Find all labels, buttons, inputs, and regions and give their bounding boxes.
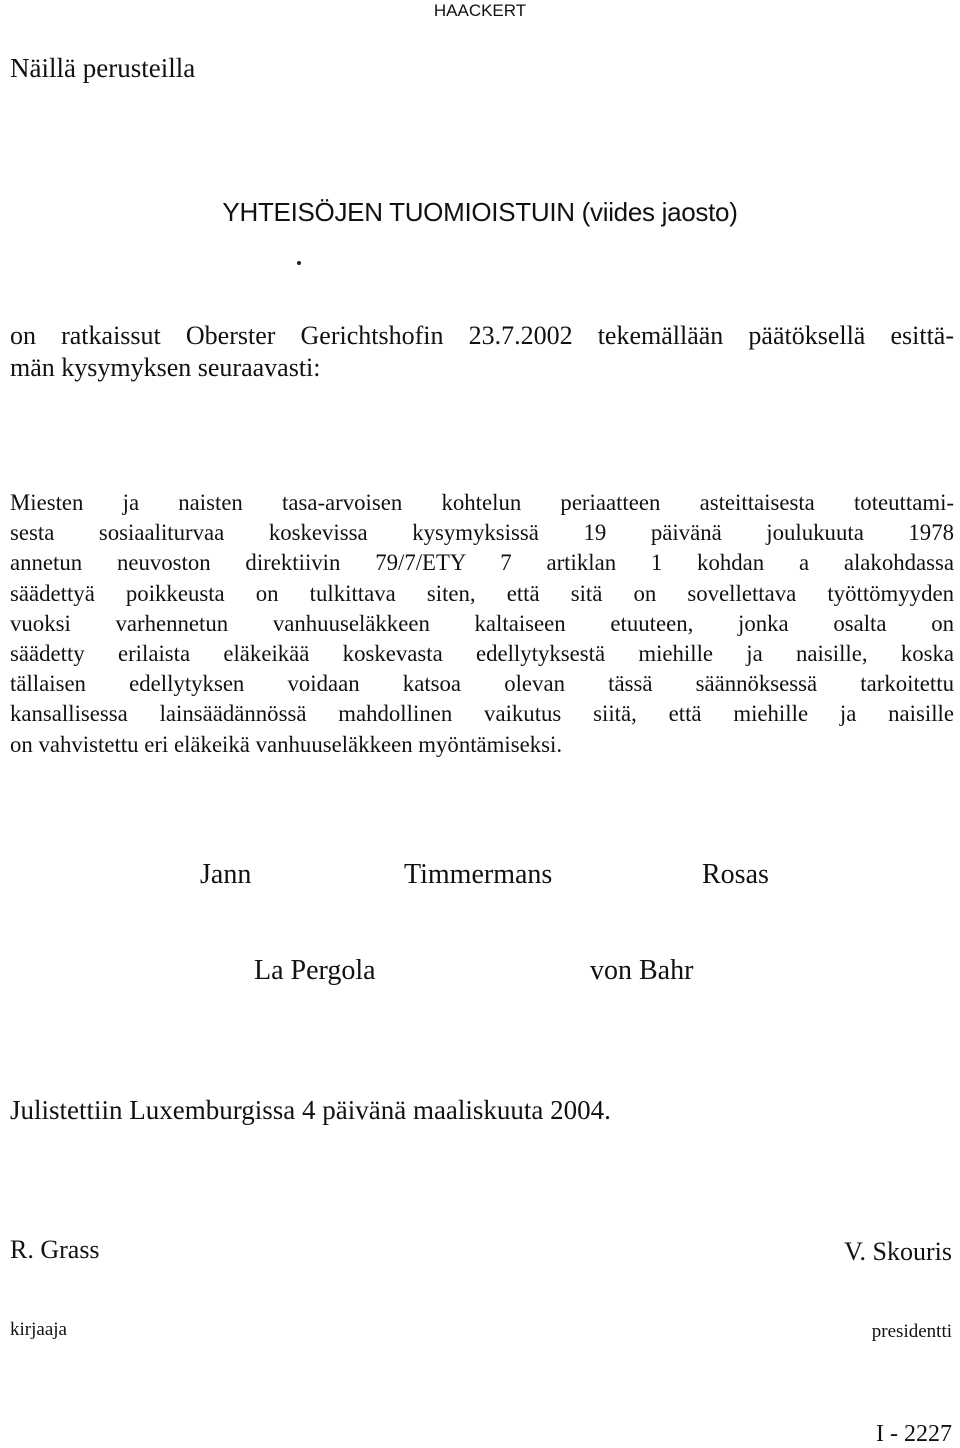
print-speck bbox=[297, 261, 301, 265]
registrar-name: R. Grass bbox=[10, 1235, 100, 1264]
registrar-title: kirjaaja bbox=[10, 1319, 67, 1340]
judge-name: La Pergola bbox=[254, 955, 376, 986]
ruling-line: vuoksi varhennetun vanhuuseläkkeen kaltaiseen etuuteen, jonka osalta on bbox=[10, 610, 954, 636]
president-title: presidentti bbox=[871, 1321, 952, 1342]
ruling-line: on vahvistettu eri eläkeikä vanhuuseläkkeen myöntämiseksi. bbox=[10, 731, 563, 757]
lead-paragraph bbox=[10, 320, 954, 384]
president-name: V. Skouris bbox=[844, 1237, 952, 1266]
ruling-line: säädettyä poikkeusta on tulkittava siten, että sitä on sovellettava työttömyyden bbox=[10, 580, 954, 606]
lead-line: män kysymyksen seuraavasti: bbox=[10, 353, 321, 382]
page-number: I - 2227 bbox=[876, 1421, 952, 1447]
ruling-line: kansallisessa lainsäädännössä mahdollinen vaikutus siitä, että miehille ja naisille bbox=[10, 701, 954, 727]
ruling-line: tällaisen edellytyksen voidaan katsoa olevan tässä säännöksessä tarkoitettu bbox=[10, 671, 954, 697]
declaration-line: Julistettiin Luxemburgissa 4 päivänä maaliskuuta 2004. bbox=[10, 1095, 611, 1125]
intro-phrase: Näillä perusteilla bbox=[10, 53, 196, 83]
ruling-line: säädetty erilaista eläkeikää koskevasta edellytyksestä miehille ja naisille, koska bbox=[10, 641, 954, 667]
judge-name: Rosas bbox=[702, 859, 769, 890]
running-head: HAACKERT bbox=[433, 1, 527, 20]
judge-name: Timmermans bbox=[404, 859, 553, 890]
lead-line: on ratkaissut Oberster Gerichtshofin 23.7.2002 tekemällään päätöksellä esittä- bbox=[10, 321, 954, 350]
judge-name: Jann bbox=[200, 859, 252, 890]
judge-name: von Bahr bbox=[590, 955, 694, 986]
ruling-line: annetun neuvoston direktiivin 79/7/ETY 7 artiklan 1 kohdan a alakohdassa bbox=[10, 550, 954, 576]
ruling-line: sesta sosiaaliturvaa koskevissa kysymyksissä 19 päivänä joulukuuta 1978 bbox=[10, 520, 954, 546]
ruling-line: Miesten ja naisten tasa-arvoisen kohtelun periaatteen asteittaisesta toteuttami- bbox=[10, 490, 954, 515]
court-heading: YHTEISÖJEN TUOMIOISTUIN (viides jaosto) bbox=[222, 197, 738, 227]
ruling-paragraph bbox=[10, 488, 954, 760]
